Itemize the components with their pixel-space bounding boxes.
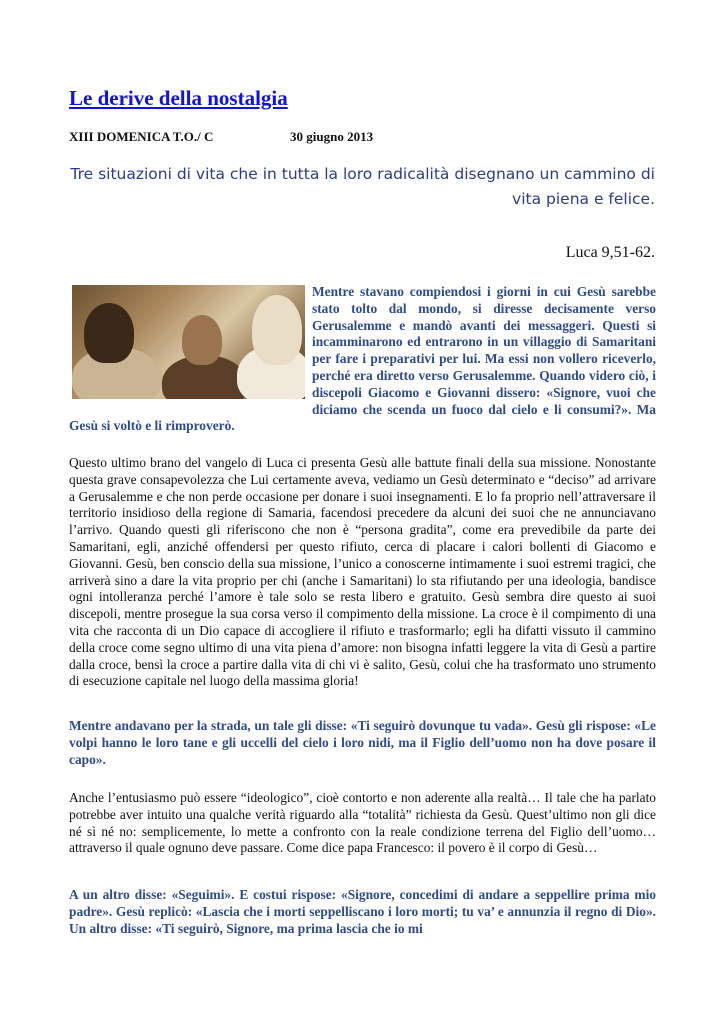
gospel-quote-2: Mentre andavano per la strada, un tale gli disse: «Ti seguirò dovunque tu vada». Gesù gli rispose: «Le volpi hanno le loro tane e gli uccelli del cielo i loro nidi, ma il Figlio dell’uomo non ha dove posare il capo».	[69, 718, 656, 767]
document-title: Le derive della nostalgia	[69, 86, 288, 110]
document-subtitle: Tre situazioni di vita che in tutta la loro radicalità disegnano un cammino di vita piena e felice.	[70, 165, 655, 208]
commentary-paragraph-2: Anche l’entusiasmo può essere “ideologico”, cioè contorto e non aderente alla realtà… Il tale che ha parlato potrebbe aver intuito una qualche verità riguardo alla “totalità” richiesta da Gesù. Quest’ultimo non gli dice né sì né no: semplicemente, lo mette a confronto con la reale condizione terrena del Figlio dell’uomo… attraverso il quale ognuno deve passare. Come dice papa Francesco: il povero è il corpo di Gesù…	[69, 790, 656, 856]
gospel-quote-1: Mentre stavano compiendosi i giorni in cui Gesù sarebbe stato tolto dal mondo, si diresse decisamente verso Gerusalemme e mandò avanti dei messaggeri. Questi si incamminarono ed entrarono in un villaggio di Samaritani per fare i preparativi per lui. Ma essi non vollero riceverlo, perché era diretto verso Gerusalemme. Quando videro ciò, i discepoli Giacomo e Giovanni dissero: «Signore, vuoi che diciamo che scenda un fuoco dal cielo e li consumi?». Ma Gesù si voltò e li rimproverò.	[69, 284, 656, 434]
commentary-paragraph-1: Questo ultimo brano del vangelo di Luca ci presenta Gesù alle battute finali della sua missione. Nonostante questa grave consapevolezza che Lui certamente aveva, vediamo un Gesù determinato e “deciso” ad arrivare a Gerusalemme e che non perde occasione per donare i suoi insegnamenti. E lo fa proprio nell’attraversare il territorio insidioso della regione di Samaria, facendosi precedere da alcuni dei suoi che ne annunciavano l’arrivo. Quando questi gli riferiscono che non è “persona gradita”, come era prevedibile da parte dei Samaritani, egli, anziché offendersi per questo rifiuto, cerca di placare i calori bollenti di Giacomo e Giovanni. Gesù, ben conscio della sua missione, l’unico a conoscerne intimamente i suoi estremi tragici, che arriverà sino a dare la vita proprio per chi (anche i Samaritani) lo sta rifiutando per una ideologia, bandisce ogni intolleranza perché l’amore è tale solo se resta libero e gratuito. Gesù sembra dire questo ai suoi discepoli, mentre prosegue la sua corsa verso il compimento della missione. La croce è il compimento di una vita che racconta di un Dio capace di accogliere il rifiuto e trasformarlo; egli ha difatti vissuto il cammino della croce come segno ultimo di una vita piena d’amore: non bisogna infatti leggere la vita di Gesù a partire dalla croce, bensì la croce a partire dalla vita di chi vi è salito, Gesù, colui che ha trasformato uno strumento di esecuzione capitale nel luogo della massima gloria!	[69, 455, 656, 689]
document-date: 30 giugno 2013	[290, 129, 374, 144]
gospel-reference: Luca 9,51-62.	[565, 244, 655, 261]
gospel-quote-3: A un altro disse: «Seguimi». E costui rispose: «Signore, concedimi di andare a seppellire prima mio padre». Gesù replicò: «Lascia che i morti seppelliscano i loro morti; tu va’ e annunzia il regno di Dio». Un altro disse: «Ti seguirò, Signore, ma prima lascia che io mi	[69, 887, 656, 936]
liturgical-sunday: XIII DOMENICA T.O./ C	[69, 129, 214, 144]
